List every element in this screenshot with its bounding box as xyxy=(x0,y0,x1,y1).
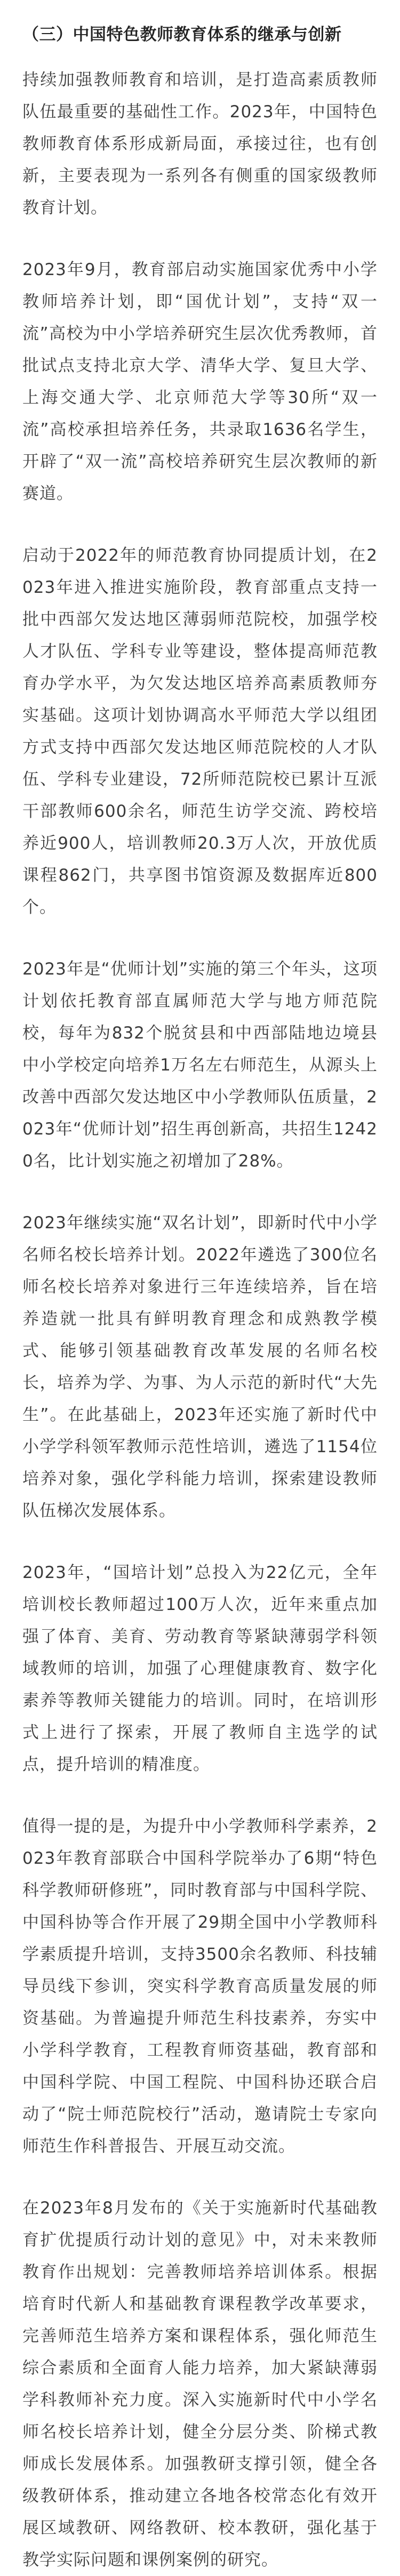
sentence: 启动于2022年的师范教育协同提质计划，在2023年进入推进实施阶段，教育部重点支持一批中西部欠发达地区薄弱师范院校，加强学校人才队伍、学科专业等建设，整体提高师范教育办学水平，为欠发达地区培养高素质教师夯实基础。 xyxy=(22,546,378,725)
paragraph-6 xyxy=(22,1557,378,1781)
sentence: 2023年9月，教育部启动实施国家优秀中小学教师培养计划，即“国优计划”，支持“双一流”高校为中小学培养研究生层次优秀教师，首批试点支持北京大学、清华大学、复旦大学、上海交通大学、北京师范大学等30所“双一流”高校承担培养任务，共录取1636名学生，开辟了“双一流”高校培养研究生层次教师的新赛道。 xyxy=(22,260,378,503)
sentence: 根据培育时代新人和基础教育课程教学改革要求，完善师范生培养方案和课程体系，强化师范生综合素质和全面育人能力培养，加大紧缺薄弱学科教师补充力度。 xyxy=(22,2263,378,2410)
sentence: 持续加强教师教育和培训，是打造高素质教师队伍最重要的基础性工作。 xyxy=(22,70,378,122)
sentence: 2023年是“优师计划”实施的第三个年头，这项计划依托教育部直属师范大学与地方师范院校，每年为832个脱贫县和中西部陆地边境县中小学校定向培养1万名左右师范生，从源头上改善中西部欠发达地区中小学教师队伍质量，2023年“优师计划”招生再创新高，共招生12420名，比计划实施之初增加了28%。 xyxy=(22,960,378,1171)
paragraph-1 xyxy=(22,64,378,224)
sentence: 2023年，“国培计划”总投入为22亿元，全年培训校长教师超过100万人次，近年来重点加强了体育、美育、劳动教育等紧缺薄弱学科领域教师的培训，加强了心理健康教育、数字化素养等教师关键能力的培训。 xyxy=(22,1563,378,1710)
paragraph-5 xyxy=(22,1207,378,1527)
sentence: 在2023年8月发布的《关于实施新时代基础教育扩优提质行动计划的意见》中，对未来教师教育作出规划：完善教师培养培训体系。 xyxy=(22,2199,378,2282)
sentence: 深入实施新时代中小学名师名校长培养计划，健全分层分类、阶梯式教师成长发展体系。 xyxy=(22,2390,378,2474)
sentence: 为普遍提升师范生科技素养，夯实中小学科学教育，工程教育师资基础，教育部和中国科学院、中国工程院、中国科协还联合启动了“院士师范院校行”活动，邀请院士专家向师范生作科普报告、开展互动交流。 xyxy=(22,2009,378,2156)
sentence: 加强教研支撑引领，健全各级教研体系，推动建立各地各校常态化有效开展区域教研、网络教研、校本教研，强化基于教学实际问题和课例案例的研究。 xyxy=(22,2454,378,2570)
paragraph-7 xyxy=(22,1810,378,2162)
sentence: 这项计划协调高水平师范大学以组团方式支持中西部欠发达地区师范院校的人才队伍、学科专业建设，72所师范院校已累计互派干部教师600余名，师范生访学交流、跨校培养近900人，培训教师20.3万人次，开放优质课程862门，共享图书馆资源及数据库近800个。 xyxy=(22,706,378,917)
sentence: 2023年，中国特色教师教育体系形成新局面，承接过往，也有创新，主要表现为一系列各有侧重的国家级教师教育计划。 xyxy=(22,102,378,218)
paragraph-3 xyxy=(22,540,378,923)
sentence: 2023年继续实施“双名计划”，即新时代中小学名师名校长培养计划。 xyxy=(22,1213,378,1265)
sentence: 同时，在培训形式上进行了探索，开展了教师自主选学的试点，提升培训的精准度。 xyxy=(22,1691,378,1774)
section-heading: （三）中国特色教师教育体系的继承与创新 xyxy=(22,25,342,44)
sentence: 2022年遴选了300位名师名校长培养对象进行三年连续培养，旨在培养造就一批具有鲜明教育理念和成熟教学模式、能够引领基础教育改革发展的名师名校长，培养为学、为事、为人示范的新时代“大先生”。 xyxy=(22,1245,378,1424)
paragraph-2 xyxy=(22,254,378,510)
paragraph-4 xyxy=(22,953,378,1177)
sentence: 值得一提的是，为提升中小学教师科学素养，2023年教育部联合中国科学院举办了6期“特色科学教师研修班”，同时教育部与中国科学院、中国科协等合作开展了29期全国中小学教师科学素质提升培训，支持3500余名教师、科技辅导员线下参训，突实科学教育高质量发展的师资基础。 xyxy=(22,1817,378,2028)
paragraph-8 xyxy=(22,2192,378,2576)
sentence: 在此基础上，2023年还实施了新时代中小学学科领军教师示范性培训，遴选了1154位培养对象，强化学科能力培训，探索建设教师队伍梯次发展体系。 xyxy=(22,1405,378,1520)
